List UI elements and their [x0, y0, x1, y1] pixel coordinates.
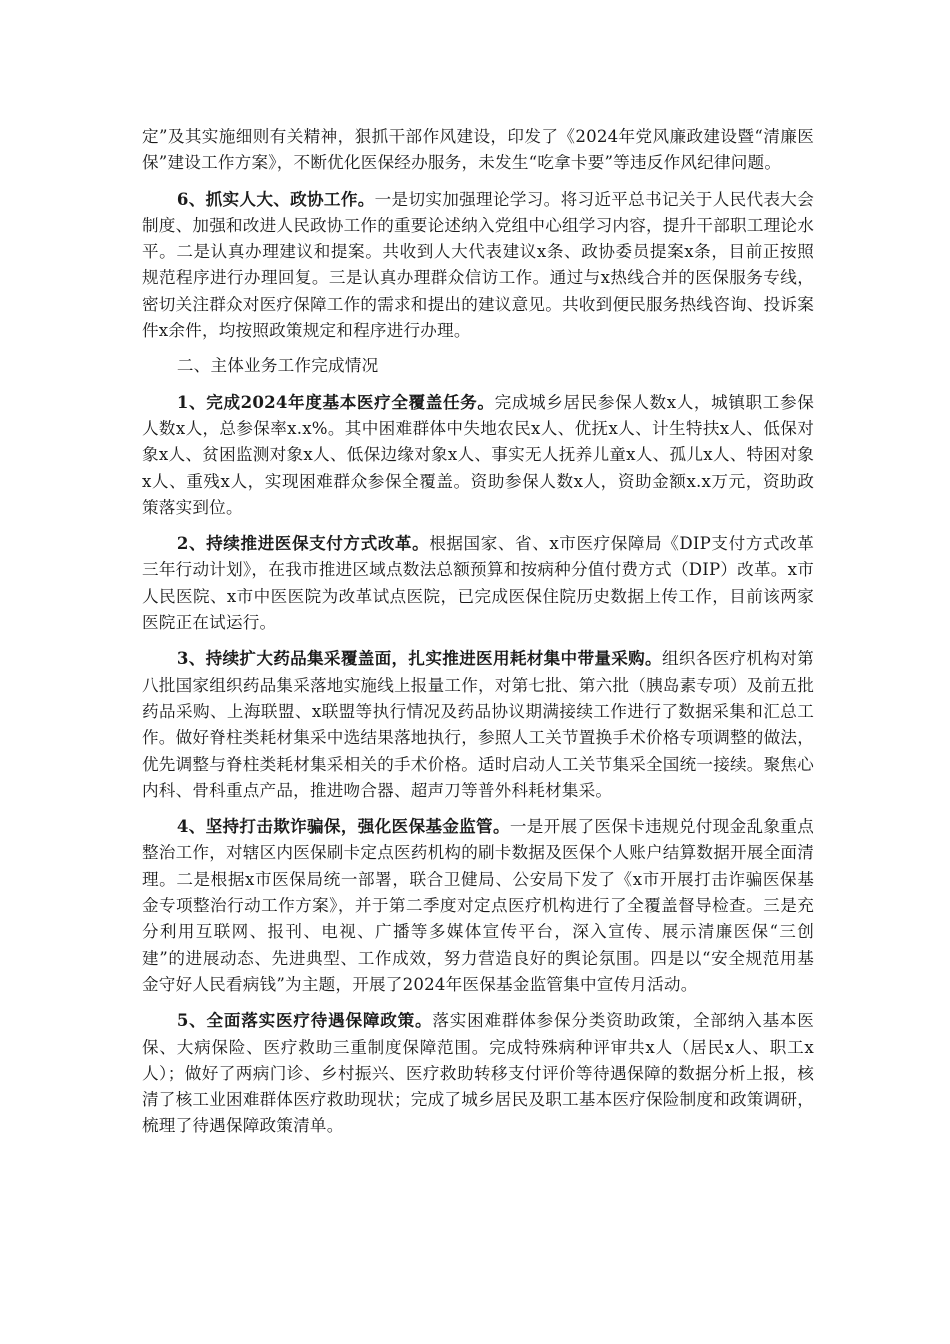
paragraph-text: 组织各医疗机构对第八批国家组织药品集采落地实施线上报量工作，对第七批、第六批（胰岛素专项）及前五批药品采购、上海联盟、x联盟等执行情况及药品协议期满接续工作进行了数据采集和汇总工作。做好脊柱类耗材集采中选结果落地执行，参照人工关节置换手术价格专项调整的做法，优先调整与脊柱类耗材集采相关的手术价格。适时启动人工关节集采全国统一接续。聚焦心内科、骨科重点产品，推进吻合器、超声刀等普外科耗材集采。: [142, 649, 814, 800]
paragraph-item-3: [142, 645, 814, 804]
paragraph-continuation: [142, 124, 814, 177]
paragraph-text: 定”及其实施细则有关精神，狠抓干部作风建设，印发了《2024年党风廉政建设暨“清廉医保”建设工作方案》，不断优化医保经办服务，未发生“吃拿卡要”等违反作风纪律问题。: [142, 127, 814, 173]
paragraph-text: 一是切实加强理论学习。将习近平总书记关于人民代表大会制度、加强和改进人民政协工作的重要论述纳入党组中心组学习内容，提升干部职工理论水平。二是认真办理建议和提案。共收到人大代表建议x条、政协委员提案x条，目前正按照规范程序进行办理回复。三是认真办理群众信访工作。通过与x热线合并的医保服务专线，密切关注群众对医疗保障工作的需求和提出的建议意见。共收到便民服务热线咨询、投诉案件x余件，均按照政策规定和程序进行办理。: [142, 189, 814, 341]
section-heading: [142, 353, 814, 379]
paragraph-lead: 6、抓实人大、政协工作。: [176, 188, 375, 209]
paragraph-item-4: [142, 813, 814, 998]
paragraph-lead: 1、完成2024年度基本医疗全覆盖任务。: [176, 391, 495, 412]
section-heading-text: 二、主体业务工作完成情况: [176, 356, 379, 376]
paragraph-item-1: [142, 389, 814, 521]
paragraph-text: 一是开展了医保卡违规兑付现金乱象重点整治工作，对辖区内医保刷卡定点医药机构的刷卡数据及医保个人账户结算数据开展全面清理。二是根据x市医保局统一部署，联合卫健局、公安局下发了《x市开展打击诈骗医保基金专项整治行动工作方案》，并于第二季度对定点医疗机构进行了全覆盖督导检查。三是充分利用互联网、报刊、电视、广播等多媒体宣传平台，深入宣传、展示清廉医保“三创建”的进展动态、先进典型、工作成效，努力营造良好的舆论氛围。四是以“安全规范用基金守好人民看病钱”为主题，开展了2024年医保基金监管集中宣传月活动。: [142, 817, 814, 994]
paragraph-lead: 4、坚持打击欺诈骗保，强化医保基金监管。: [176, 816, 510, 837]
paragraph-item-5: [142, 1007, 814, 1139]
paragraph-text: 完成城乡居民参保人数x人，城镇职工参保人数x人，总参保率x.x%。其中困难群体中失地农民x人、优抚x人、计生特扶x人、低保对象x人、贫困监测对象x人、低保边缘对象x人、事实无人抚养儿童x人、孤儿x人、特困对象x人、重残x人，实现困难群众参保全覆盖。资助参保人数x人，资助金额x.x万元，资助政策落实到位。: [142, 392, 814, 517]
paragraph-item-6: [142, 186, 814, 345]
document-page: [142, 124, 814, 1149]
paragraph-lead: 5、全面落实医疗待遇保障政策。: [176, 1010, 433, 1031]
paragraph-item-2: [142, 530, 814, 636]
paragraph-lead: 2、持续推进医保支付方式改革。: [176, 533, 430, 554]
paragraph-text: 落实困难群体参保分类资助政策，全部纳入基本医保、大病保险、医疗救助三重制度保障范围。完成特殊病种评审共x人（居民x人、职工x人）；做好了两病门诊、乡村振兴、医疗救助转移支付评价等待遇保障的数据分析上报，核清了核工业困难群体医疗救助现状；完成了城乡居民及职工基本医疗保险制度和政策调研，梳理了待遇保障政策清单。: [142, 1011, 814, 1136]
paragraph-text: 根据国家、省、x市医疗保障局《DIP支付方式改革三年行动计划》，在我市推进区域点数法总额预算和按病种分值付费方式（DIP）改革。x市人民医院、x市中医医院为改革试点医院，已完成医保住院历史数据上传工作，目前该两家医院正在试运行。: [142, 534, 815, 633]
paragraph-lead: 3、持续扩大药品集采覆盖面，扎实推进医用耗材集中带量采购。: [176, 648, 662, 669]
